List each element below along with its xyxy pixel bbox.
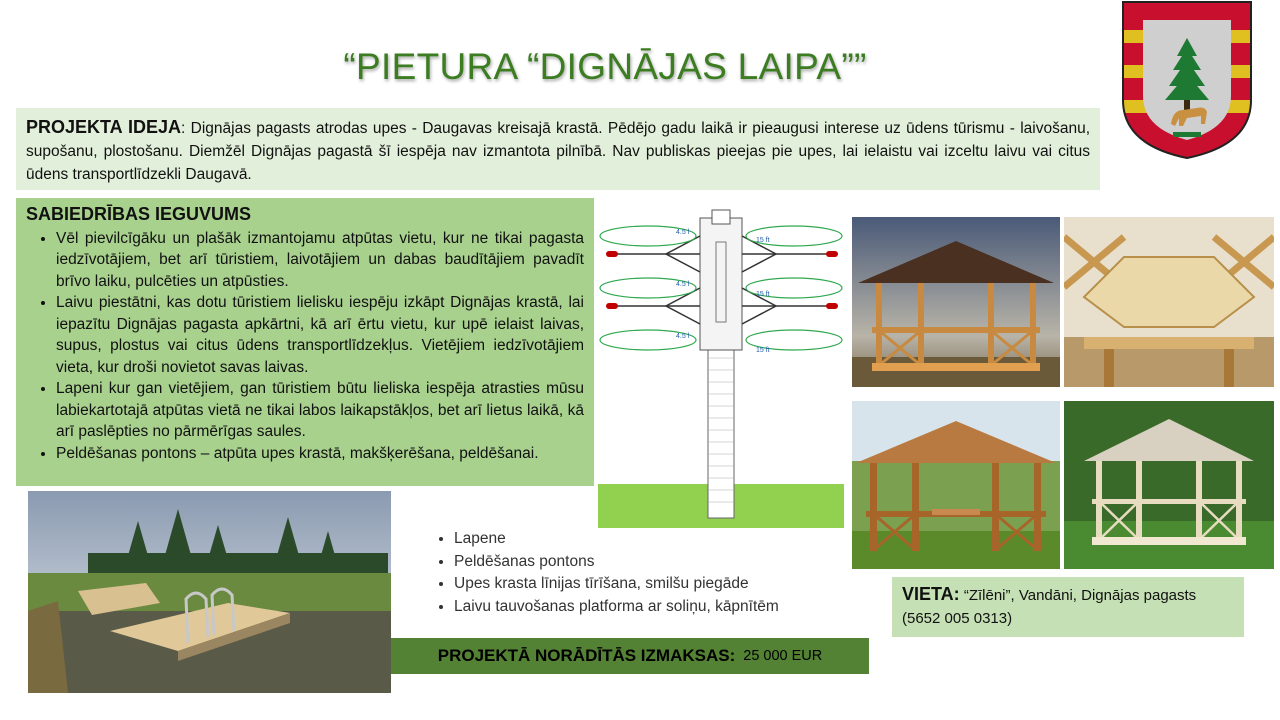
boat-label: 4.5 l: [676, 281, 690, 288]
boat-label: 15 ft: [756, 347, 770, 354]
boat-label: 4.5 l: [676, 229, 690, 236]
social-benefit-heading: SABIEDRĪBAS IEGUVUMS: [26, 204, 252, 224]
slide-title: “PIETURA “DIGNĀJAS LAIPA””: [343, 46, 867, 87]
project-idea-box: [16, 108, 1100, 190]
gazebo-photo-garden: [852, 401, 1060, 569]
place-text: “Zīlēni”, Vandāni, Dignājas pagasts (5652 005 0313): [902, 587, 1197, 627]
list-item: • Peldēšanas pontons: [454, 551, 779, 574]
gazebo-photo-white: [1064, 401, 1274, 569]
place-label: VIETA:: [902, 584, 960, 604]
list-item: • Laivu tauvošanas platforma ar soliņu, kāpnītēm: [454, 596, 779, 619]
cost-box: [391, 638, 869, 674]
social-benefit-list: [26, 228, 584, 465]
coat-of-arms-icon: [1121, 0, 1253, 160]
features-list: [424, 528, 779, 618]
list-item: • Vēl pievilcīgāku un plašāk izmantojamu atpūtas vietu, kur ne tikai pagasta iedzīvotājiem, bet arī tūristiem, laivotājiem un dabas baudītājiem pavadīt brīvo laiku, pulcēties un atpūsties.: [56, 228, 584, 293]
list-item: • Lapeni kur gan vietējiem, gan tūristiem būtu lieliska iespēja atrasties mūsu labiekartotajā atpūtas vietā ne tikai labos laikapstākļos, bet arī lietus laikā, kā arī paslēpties no pārmērīgas saules.: [56, 378, 584, 443]
list-item: • Lapene: [454, 528, 779, 551]
project-idea-label: PROJEKTA IDEJA: [26, 117, 182, 137]
picnic-table-photo: [1064, 217, 1274, 387]
boat-label: 15 ft: [756, 291, 770, 298]
cost-label: PROJEKTĀ NORĀDĪTĀS IZMAKSAS:: [437, 646, 736, 665]
list-item: • Laivu piestātni, kas dotu tūristiem lielisku iespēju izkāpt Dignājas krastā, lai iepazītu Dignājas pagasta apkārtni, kā arī ērtu vietu, kur upē ielaist laivas, supus, plostus vai citus ūdens transportlīdzekļus. Vietējiem iedzīvotājiem vieta, kur droši novietot savas laivas.: [56, 292, 584, 378]
place-box: [892, 577, 1244, 637]
boat-label: 15 ft: [756, 237, 770, 244]
dock-diagram: [596, 206, 846, 530]
project-idea-text: : Dignājas pagasts atrodas upes - Daugavas kreisajā krastā. Pēdējo gadu laikā ir pieaugusi interese uz ūdens tūrismu - laivošanu, supošanu, plostošanu. Diemžēl Dignājas pagastā šī iespēja nav izmantota pilnībā. Nav publiskas pieejas pie upes, lai ielaistu vai izceltu laivu vai citus ūdens transportlīdzekli Daugavā.: [26, 120, 1090, 183]
pontoon-photo: [28, 491, 391, 693]
cost-value: 25 000 EUR: [743, 648, 823, 664]
list-item: • Peldēšanas pontons – atpūta upes krastā, makšķerēšana, peldēšanai.: [56, 443, 584, 465]
social-benefit-box: [16, 198, 594, 486]
list-item: • Upes krasta līnijas tīrīšana, smilšu piegāde: [454, 573, 779, 596]
boat-label: 4.5 l: [676, 333, 690, 340]
gazebo-photo-night: [852, 217, 1060, 387]
